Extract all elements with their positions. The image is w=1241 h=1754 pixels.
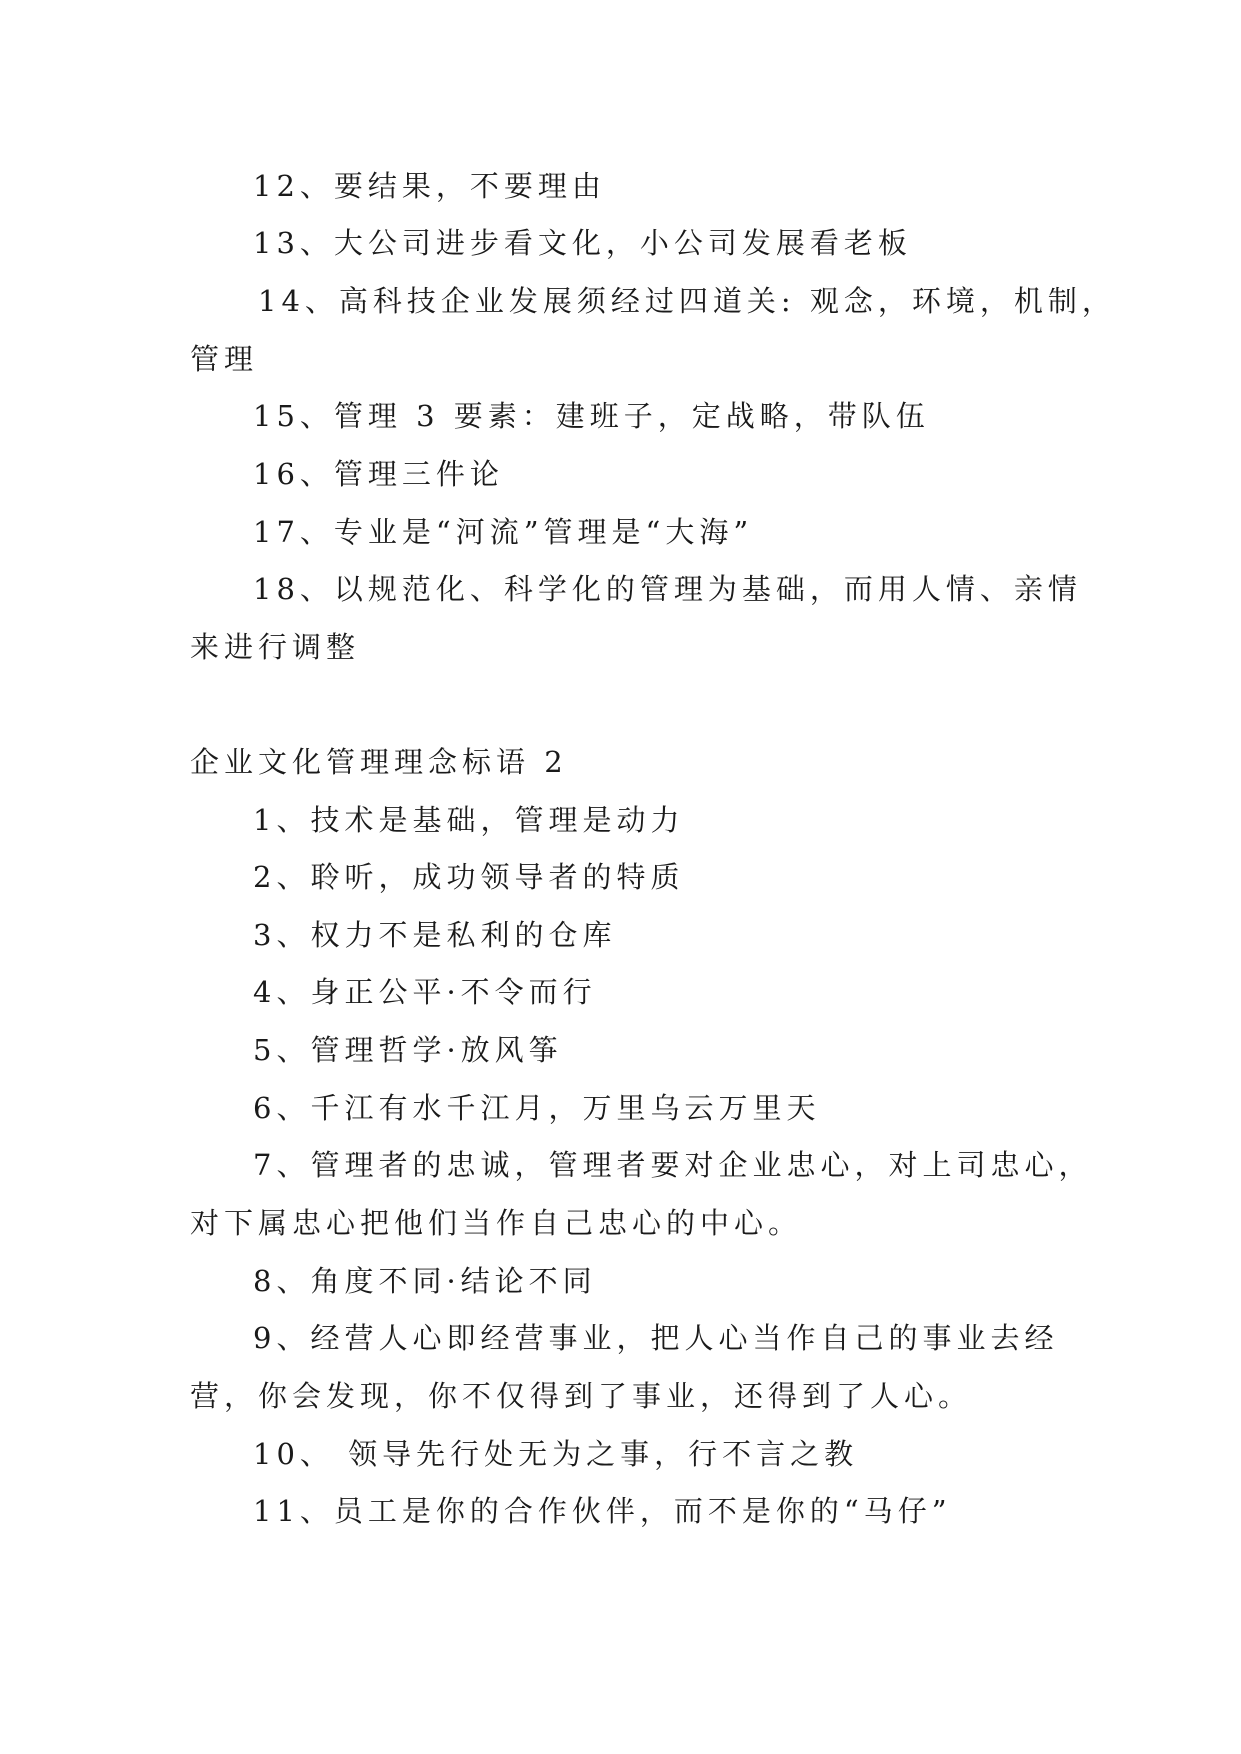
list-item: 16、管理三件论 xyxy=(253,457,504,491)
list-item: 11、员工是你的合作伙伴，而不是你的“马仔” xyxy=(253,1494,952,1528)
list-item: 3、权力不是私利的仓库 xyxy=(253,918,617,952)
list-item: 14、高科技企业发展须经过四道关: 观念，环境，机制， xyxy=(258,284,1116,318)
list-item: 6、千江有水千江月，万里乌云万里天 xyxy=(253,1091,821,1125)
list-item: 8、角度不同·结论不同 xyxy=(253,1264,597,1298)
section-title: 企业文化管理理念标语 2 xyxy=(190,745,568,779)
list-item: 5、管理哲学·放风筝 xyxy=(253,1033,563,1067)
list-item-continuation: 来进行调整 xyxy=(190,630,361,664)
list-item: 12、要结果，不要理由 xyxy=(253,169,606,203)
list-item: 10、 领导先行处无为之事，行不言之教 xyxy=(253,1437,859,1471)
list-item: 17、专业是“河流”管理是“大海” xyxy=(253,515,754,549)
list-item: 13、大公司进步看文化，小公司发展看老板 xyxy=(253,226,912,260)
list-item: 2、聆听，成功领导者的特质 xyxy=(253,860,685,894)
list-item: 4、身正公平·不令而行 xyxy=(253,975,597,1009)
list-item: 15、管理 3 要素：建班子，定战略，带队伍 xyxy=(253,399,930,433)
list-item-continuation: 管理 xyxy=(190,342,259,376)
list-item-continuation: 营，你会发现，你不仅得到了事业，还得到了人心。 xyxy=(190,1379,973,1413)
list-item-continuation: 对下属忠心把他们当作自己忠心的中心。 xyxy=(190,1206,803,1240)
list-item: 7、管理者的忠诚，管理者要对企业忠心，对上司忠心， xyxy=(253,1148,1093,1182)
list-item: 9、经营人心即经营事业，把人心当作自己的事业去经 xyxy=(253,1321,1059,1355)
list-item: 1、技术是基础，管理是动力 xyxy=(253,803,685,837)
list-item: 18、以规范化、科学化的管理为基础，而用人情、亲情 xyxy=(253,572,1082,606)
